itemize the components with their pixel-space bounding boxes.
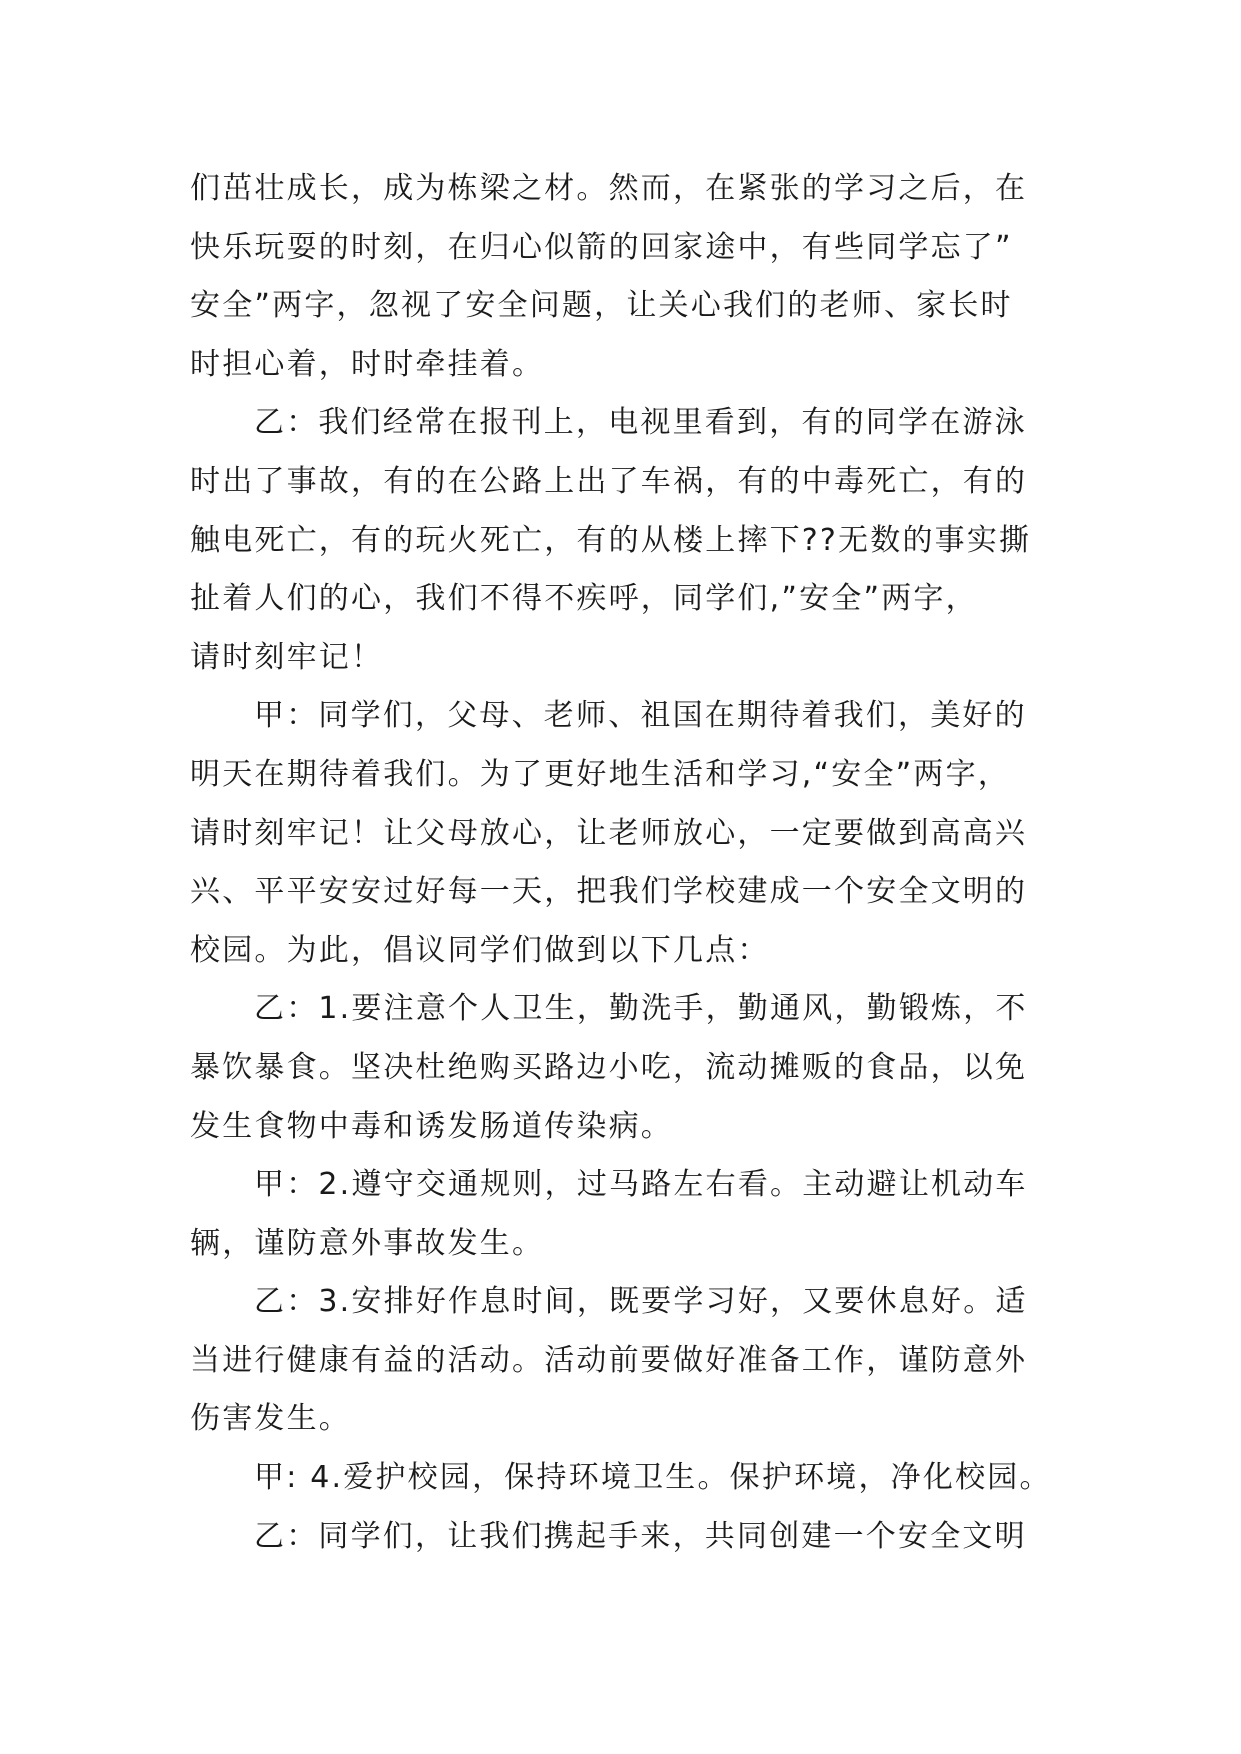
text-line: 暴饮暴食。坚决杜绝购买路边小吃，流动摊贩的食品，以免 xyxy=(190,1049,1028,1085)
paragraph-first-line: 甲：2.遵守交通规则，过马路左右看。主动避让机动车 xyxy=(254,1167,1028,1203)
document-body xyxy=(190,160,1050,1566)
paragraph-first-line: 乙：我们经常在报刊上，电视里看到，有的同学在游泳 xyxy=(254,405,1027,441)
text-line: 伤害发生。 xyxy=(190,1401,351,1437)
text-line: 快乐玩耍的时刻，在归心似箭的回家途中，有些同学忘了” xyxy=(190,229,1013,265)
text-line: 兴、平平安安过好每一天，把我们学校建成一个安全文明的 xyxy=(190,874,1028,910)
text-line: 辆，谨防意外事故发生。 xyxy=(190,1225,545,1261)
text-line: 当进行健康有益的活动。活动前要做好准备工作，谨防意外 xyxy=(190,1342,1028,1378)
text-line: 明天在期待着我们。为了更好地生活和学习,“安全”两字， xyxy=(190,756,1011,792)
paragraph-first-line: 乙：1.要注意个人卫生，勤洗手，勤通风，勤锻炼，不 xyxy=(254,991,1028,1027)
text-line: 们茁壮成长，成为栋梁之材。然而，在紧张的学习之后，在 xyxy=(190,171,1028,206)
text-line: 校园。为此，倡议同学们做到以下几点： xyxy=(190,932,770,968)
paragraph-first-line: 甲: 4.爱护校园，保持环境卫生。保护环境，净化校园。 xyxy=(254,1460,1052,1496)
text-line: 触电死亡，有的玩火死亡，有的从楼上摔下??无数的事实撕 xyxy=(190,522,1032,558)
text-line: 时担心着，时时牵挂着。 xyxy=(190,346,545,382)
paragraph-first-line: 甲：同学们，父母、老师、祖国在期待着我们，美好的 xyxy=(254,698,1027,734)
text-line: 请时刻牢记！ xyxy=(190,639,384,675)
text-line: 请时刻牢记！让父母放心，让老师放心，一定要做到高高兴 xyxy=(190,815,1028,851)
text-line: 时出了事故，有的在公路上出了车祸，有的中毒死亡，有的 xyxy=(190,463,1028,499)
text-line: 安全”两字，忽视了安全问题，让关心我们的老师、家长时 xyxy=(190,288,1013,324)
paragraph-first-line: 乙：同学们，让我们携起手来，共同创建一个安全文明 xyxy=(254,1518,1027,1554)
paragraph-first-line: 乙：3.安排好作息时间，既要学习好，又要休息好。适 xyxy=(254,1284,1028,1320)
text-line: 发生食物中毒和诱发肠道传染病。 xyxy=(190,1108,673,1144)
text-line: 扯着人们的心，我们不得不疾呼，同学们,”安全”两字， xyxy=(190,581,978,617)
